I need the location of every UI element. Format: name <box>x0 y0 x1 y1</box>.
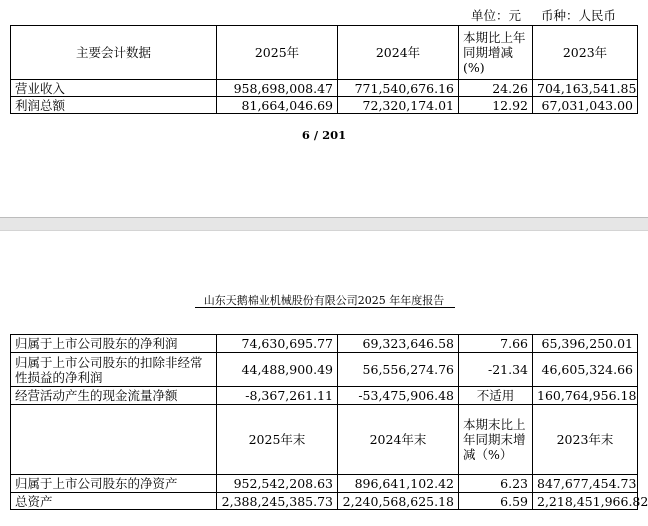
header-year-2024: 2024年 <box>338 26 459 80</box>
cell-2024: 72,320,174.01 <box>338 97 459 114</box>
cell-change: 6.23 <box>459 475 533 493</box>
header-rule <box>195 307 455 308</box>
cell-2024: -53,475,906.48 <box>338 387 459 405</box>
header-item <box>11 405 217 475</box>
row-label: 利润总额 <box>11 97 217 114</box>
cell-2024: 56,556,274.76 <box>338 353 459 387</box>
cell-2023: 704,163,541.85 <box>533 80 638 97</box>
header-change-pct: 本期末比上年同期末增减（%） <box>459 405 533 475</box>
cell-change: -21.34 <box>459 353 533 387</box>
row-label: 归属于上市公司股东的净利润 <box>11 335 217 353</box>
cell-change: 12.92 <box>459 97 533 114</box>
unit-currency-line <box>455 6 616 24</box>
header-year-2023: 2023年 <box>533 26 638 80</box>
cell-2024: 2,240,568,625.18 <box>338 493 459 510</box>
header-year-end-2023: 2023年末 <box>533 405 638 475</box>
page-separator <box>0 217 648 231</box>
cell-2024: 771,540,676.16 <box>338 80 459 97</box>
cell-change: 不适用 <box>459 387 533 405</box>
header-year-2025: 2025年 <box>217 26 338 80</box>
table-row <box>11 335 638 353</box>
table-row <box>11 353 638 387</box>
cell-2024: 896,641,102.42 <box>338 475 459 493</box>
cell-2025: 74,630,695.77 <box>217 335 338 353</box>
table-header-row <box>11 26 638 80</box>
cell-change: 6.59 <box>459 493 533 510</box>
row-label: 经营活动产生的现金流量净额 <box>11 387 217 405</box>
cell-change: 7.66 <box>459 335 533 353</box>
row-label: 归属于上市公司股东的净资产 <box>11 475 217 493</box>
unit-label: 单位：元 <box>470 8 521 23</box>
table-header-row <box>11 405 638 475</box>
table-row <box>11 493 638 510</box>
cell-2025: 2,388,245,385.73 <box>217 493 338 510</box>
header-change-pct: 本期比上年同期增减(%) <box>459 26 533 80</box>
cell-2023: 46,605,324.66 <box>533 353 638 387</box>
table-row <box>11 475 638 493</box>
cell-2023: 160,764,956.18 <box>533 387 638 405</box>
cell-2023: 2,218,451,966.82 <box>533 493 638 510</box>
cell-2023: 65,396,250.01 <box>533 335 638 353</box>
header-item: 主要会计数据 <box>11 26 217 80</box>
header-year-end-2024: 2024年末 <box>338 405 459 475</box>
cell-2023: 67,031,043.00 <box>533 97 638 114</box>
row-label: 归属于上市公司股东的扣除非经常性损益的净利润 <box>11 353 217 387</box>
cell-2025: 44,488,900.49 <box>217 353 338 387</box>
currency-label: 币种：人民币 <box>540 8 616 23</box>
accounting-data-table-top <box>10 25 638 114</box>
accounting-data-table-bottom <box>10 334 648 510</box>
table-row <box>11 97 638 114</box>
table-row <box>11 387 638 405</box>
cell-2025: -8,367,261.11 <box>217 387 338 405</box>
document-header: 山东天鹅棉业机械股份有限公司2025 年年度报告 <box>203 294 445 307</box>
cell-2024: 69,323,646.58 <box>338 335 459 353</box>
cell-change: 24.26 <box>459 80 533 97</box>
header-year-end-2025: 2025年末 <box>217 405 338 475</box>
cell-2025: 81,664,046.69 <box>217 97 338 114</box>
row-label: 总资产 <box>11 493 217 510</box>
cell-2025: 958,698,008.47 <box>217 80 338 97</box>
page-number: 6 / 201 <box>301 128 347 142</box>
table-row <box>11 80 638 97</box>
cell-2023: 847,677,454.73 <box>533 475 638 493</box>
row-label: 营业收入 <box>11 80 217 97</box>
cell-2025: 952,542,208.63 <box>217 475 338 493</box>
